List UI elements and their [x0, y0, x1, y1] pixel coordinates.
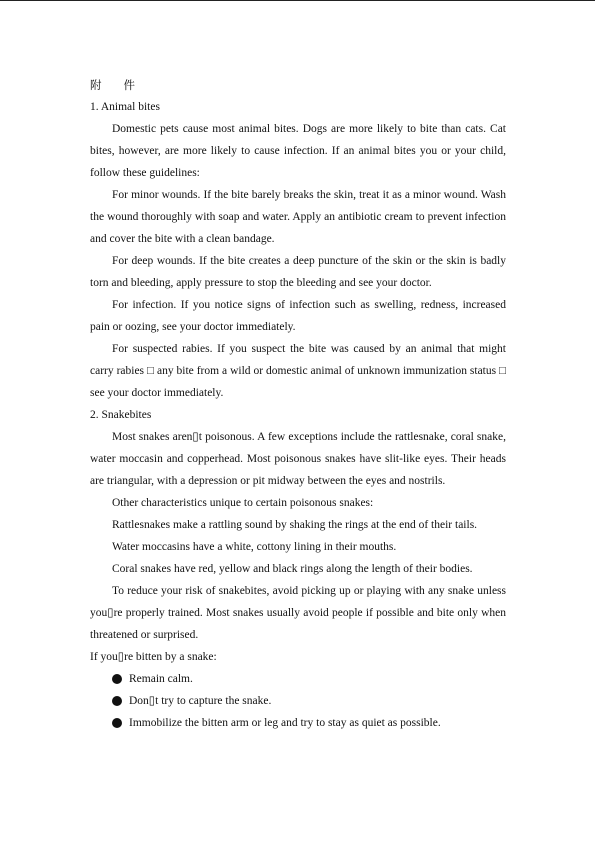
paragraph-infection: For infection. If you notice signs of infection such as swelling, redness, increased pain or oozing, see your doctor immediately. — [90, 299, 506, 333]
list-item-text: Immobilize the bitten arm or leg and try to stay as quiet as possible. — [129, 717, 441, 729]
bitten-steps-list — [90, 668, 506, 734]
bullet-dot-icon — [112, 674, 122, 684]
paragraph-minor-wounds: For minor wounds. If the bite barely breaks the skin, treat it as a minor wound. Wash the wound thoroughly with soap and water. Apply an antibiotic cream to prevent infection and cover the bite with a clean bandage. — [90, 189, 506, 245]
top-border-line — [0, 0, 595, 1]
paragraph-poisonous-snakes: Most snakes aren▯t poisonous. A few exceptions include the rattlesnake, coral snake, water moccasin and copperhead. Most poisonous snakes have slit-like eyes. Their heads are triangular, with a depression or pit midway between the eyes and nostrils. — [90, 431, 506, 487]
bullet-dot-icon — [112, 718, 122, 728]
paragraph-rattlesnakes: Rattlesnakes make a rattling sound by shaking the rings at the end of their tails. — [112, 519, 478, 531]
paragraph-coral-snakes: Coral snakes have red, yellow and black rings along the length of their bodies. — [112, 563, 473, 575]
paragraph-deep-wounds: For deep wounds. If the bite creates a deep puncture of the skin or the skin is badly torn and bleeding, apply pressure to stop the bleeding and see your doctor. — [90, 255, 506, 289]
paragraph-reduce-risk: To reduce your risk of snakebites, avoid picking up or playing with any snake unless you▯re properly trained. Most snakes usually avoid people if possible and bite only when threatened or surprised. — [90, 585, 506, 641]
paragraph-characteristics: Other characteristics unique to certain poisonous snakes: — [112, 497, 374, 509]
section-title-snakebites: 2. Snakebites — [90, 409, 152, 421]
section-title-animal-bites: 1. Animal bites — [90, 101, 160, 113]
paragraph-domestic-pets: Domestic pets cause most animal bites. Dogs are more likely to bite than cats. Cat bites, however, are more likely to cause infection. If an animal bites you or your child, follow these guidelines: — [90, 123, 506, 179]
attachment-heading — [90, 74, 506, 96]
list-item — [90, 668, 506, 690]
paragraph-if-bitten: If you▯re bitten by a snake: — [90, 651, 217, 663]
bullet-dot-icon — [112, 696, 122, 706]
list-item-text: Remain calm. — [129, 673, 193, 685]
heading-char-1: 附 — [90, 78, 102, 92]
list-item — [90, 712, 506, 734]
paragraph-water-moccasins: Water moccasins have a white, cottony lining in their mouths. — [112, 541, 397, 553]
heading-char-2: 件 — [123, 78, 135, 92]
list-item-text: Don▯t try to capture the snake. — [129, 695, 272, 707]
paragraph-suspected-rabies: For suspected rabies. If you suspect the bite was caused by an animal that might carry rabies □ any bite from a wild or domestic animal of unknown immunization status □ see your doctor immediately. — [90, 343, 506, 399]
document-page — [90, 74, 506, 734]
list-item — [90, 690, 506, 712]
